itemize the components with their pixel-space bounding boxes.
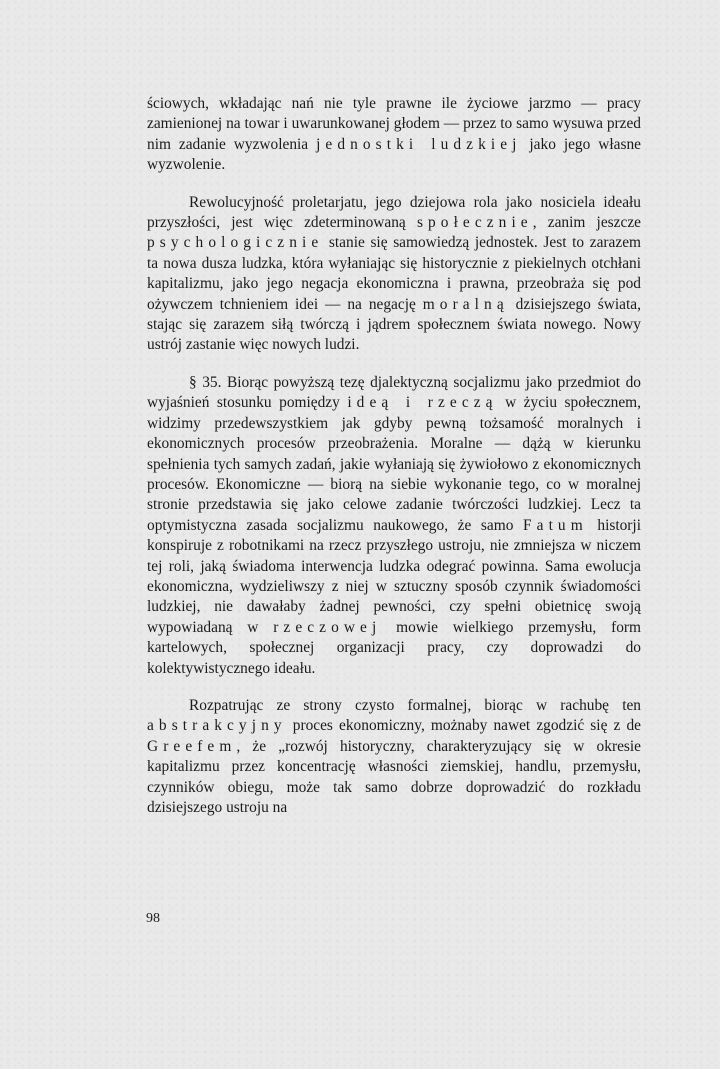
spaced-emphasis: ideą i rzeczą: [347, 394, 498, 412]
spaced-emphasis: jednostki ludzkiej: [316, 135, 522, 153]
paragraph: [147, 94, 641, 176]
spaced-emphasis: Greefem: [147, 737, 237, 755]
text-segment: ściowych, wkładając nań nie tyle prawne ile życiowe jarzmo — pracy zamienionej na towar i uwarunkowanej głodem — przez to samo wysuwa przed nim zadanie wyzwolenia: [147, 95, 641, 153]
spaced-emphasis: moralną: [422, 295, 509, 313]
spaced-emphasis: rzeczowej: [273, 618, 382, 636]
text-segment: , że „rozwój historyczny, charakteryzujący się w okresie kapitalizmu przez koncentrację własności ziemskiej, handlu, przemysłu, czynników obiegu, może tak samo dobrze doprowadzić do rozkładu dzisiejszego ustroju na: [147, 737, 641, 816]
text-segment: Rozpatrując ze strony czysto formalnej, biorąc w rachubę ten: [189, 696, 641, 714]
page-number: 98: [146, 911, 160, 926]
text-segment: proces ekonomiczny, możnaby nawet zgodzić się z de: [286, 717, 641, 735]
text-segment: jako jego własne wyzwolenie.: [147, 135, 641, 174]
body-text: [147, 94, 641, 835]
text-segment: dzisiejszego świata, stając się zarazem siłą twórczą i jądrem społecznem świata nowego. Nowy ustrój zastanie więc nowych ludzi.: [147, 295, 641, 354]
spaced-emphasis: Fatum: [523, 516, 588, 534]
text-segment: stanie się samowiedzą jednostek. Jest to zarazem ta nowa dusza ludzka, która wyłaniając się historycznie z piekielnych otchłani kapitalizmu, jako jego negacja ekonomiczna i prawna, przeobraża się pod ożywczem tchnieniem idei — na negację: [147, 234, 641, 313]
text-segment: w życiu społecznem, widzimy przedewszystkiem jak gdyby pewną tożsamość moralnych i ekonomicznych procesów przeobrażenia. Moralne — dążą w kierunku spełnienia tych samych zadań, jakie wyłaniają się żywiołowo z ekonomicznych procesów. Ekonomiczne — biorą na siebie wykonanie tego, co w moralnej stronie przedstawia się jako celowe zadanie twórczości ludzkiej. Lecz ta optymistyczna zasada socjalizmu naukowego, że samo: [147, 394, 642, 534]
text-segment: § 35. Biorąc powyższą tezę djalektyczną socjalizmu jako przedmiot do wyjaśnień stosunku pomiędzy: [147, 373, 641, 412]
text-segment: , zanim jeszcze: [532, 214, 641, 232]
paragraph: [147, 373, 641, 679]
paragraph: [147, 193, 641, 356]
spaced-emphasis: psychologicznie: [147, 234, 324, 252]
spaced-emphasis: społecznie: [416, 214, 533, 232]
paragraph: [147, 696, 641, 818]
text-segment: Rewolucyjność proletarjatu, jego dziejowa rola jako nosiciela ideału przyszłości, jest więc zdeterminowaną: [147, 193, 641, 232]
text-segment: historji konspiruje z robotnikami na rzecz przyszłego ustroju, nie zmniejsza w niczem tej roli, jaką świadoma interwencja ludzka odegrać powinna. Sama ewolucja ekonomiczna, wydzieliwszy z niej w sztuczny sposób czynnik świadomości ludzkiej, nie dawałaby żadnej pewności, czy spełni obietnicę swoją wypowiadaną w: [147, 516, 641, 636]
text-segment: mowie wielkiego przemysłu, form kartelowych, społecznej organizacji pracy, czy doprowadzi do kolektywistycznego ideału.: [147, 618, 641, 677]
spaced-emphasis: abstrakcyjny: [147, 717, 287, 735]
